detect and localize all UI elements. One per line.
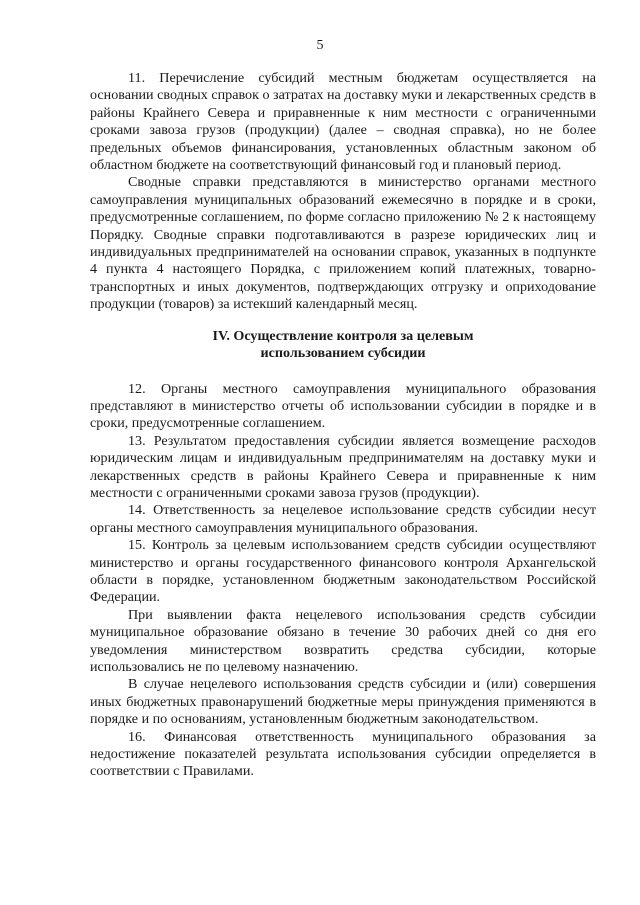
- paragraph-14: 14. Ответственность за нецелевое использование средств субсидии несут органы местного самоуправления муниципального образования.: [90, 502, 596, 536]
- paragraph-summary-reports: Сводные справки представляются в министерство органами местного самоуправления муниципальных образований ежемесячно в порядке и в сроки, предусмотренные соглашением, по форме согласно приложению № 2 к настоящему Порядку. Сводные справки подготавливаются в разрезе юридических лиц и индивидуальных предпринимателей на основании справок, указанных в подпункте 4 пункта 4 настоящего Порядка, с приложением копий платежных, товарно-транспортных и иных документов, подтверждающих отгрузку и оприходование продукции (товаров) за истекший календарный месяц.: [90, 174, 596, 313]
- section-heading-iv: [90, 328, 596, 363]
- paragraph-16: 16. Финансовая ответственность муниципального образования за недостижение показателей результата использования субсидии определяется в соответствии с Правилами.: [90, 728, 596, 780]
- document-body: [90, 70, 596, 781]
- paragraph-12: 12. Органы местного самоуправления муниципального образования представляют в министерство отчеты об использовании субсидии в порядке и в сроки, предусмотренные соглашением.: [90, 380, 596, 432]
- paragraph-11: 11. Перечисление субсидий местным бюджетам осуществляется на основании сводных справок о затратах на доставку муки и лекарственных средств в районы Крайнего Севера и приравненные к ним местности с ограниченными сроками завоза грузов (продукции) (далее – сводная справка), но не более предельных объемов финансирования, установленных областным законом об областном бюджете на соответствующий финансовый год и плановый период.: [90, 70, 596, 174]
- section-heading-line-2: использованием субсидии: [260, 345, 426, 362]
- paragraph-15: 15. Контроль за целевым использованием средств субсидии осуществляют министерство и органы государственного финансового контроля Архангельской области в порядке, установленном бюджетным законодательством Российской Федерации.: [90, 537, 596, 606]
- paragraph-misuse-refund: При выявлении факта нецелевого использования средств субсидии муниципальное образование обязано в течение 30 рабочих дней со дня его уведомления министерством возвратить средства субсидии, которые использовались не по целевому назначению.: [90, 606, 596, 675]
- section-heading-line-1: IV. Осуществление контроля за целевым: [212, 327, 474, 344]
- page-number: 5: [316, 38, 324, 53]
- paragraph-budget-measures: В случае нецелевого использования средств субсидии и (или) совершения иных бюджетных правонарушений бюджетные меры принуждения применяются в порядке и по основаниям, установленным бюджетным законодательством.: [90, 676, 596, 728]
- paragraph-13: 13. Результатом предоставления субсидии является возмещение расходов юридическим лицам и индивидуальным предпринимателям на доставку муки и лекарственных средств в районы Крайнего Севера и приравненные к ним местности с ограниченными сроками завоза грузов (продукции).: [90, 432, 596, 501]
